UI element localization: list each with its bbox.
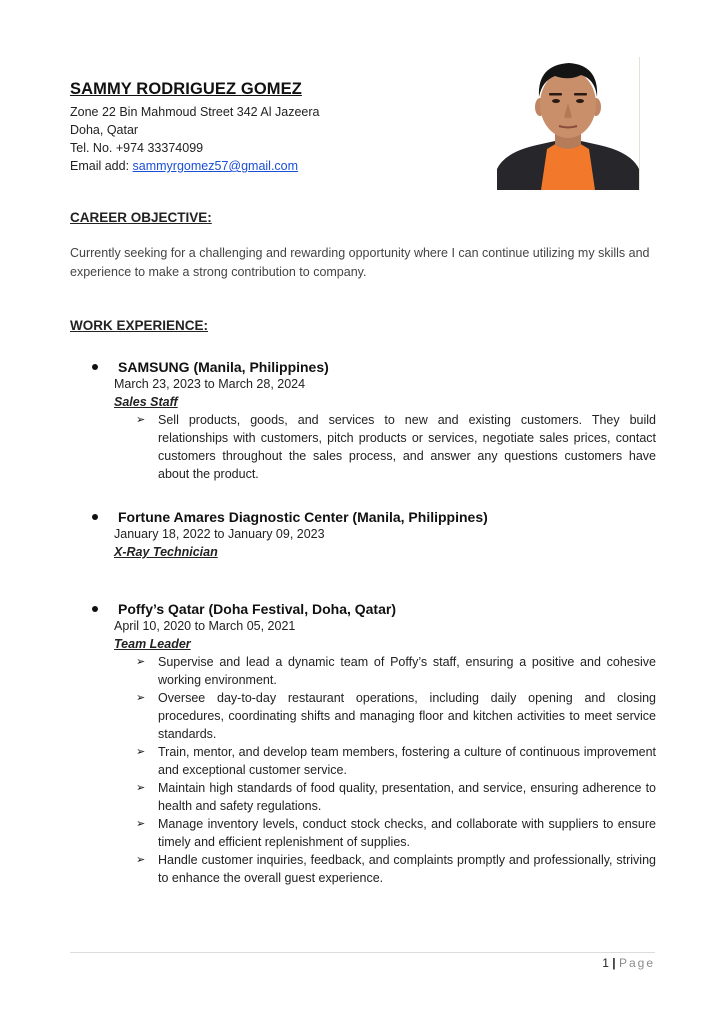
phone-number: Tel. No. +974 33374099	[70, 141, 204, 155]
duty-item	[136, 851, 656, 887]
contact-header	[70, 80, 490, 175]
duty-item	[136, 411, 656, 483]
job-header	[88, 509, 658, 525]
duty-item	[136, 779, 656, 815]
job-title: Team Leader	[114, 637, 191, 651]
employment-dates: April 10, 2020 to March 05, 2021	[114, 619, 296, 633]
job-entry-samsung	[88, 359, 658, 483]
address-line-2: Doha, Qatar	[70, 123, 139, 137]
arrow-bullet-icon: ➢	[136, 818, 146, 830]
career-objective-heading: CAREER OBJECTIVE:	[70, 210, 212, 225]
duty-text: Maintain high standards of food quality, presentation, and service, ensuring adherence to health and safety regulations.	[158, 781, 656, 813]
duty-text: Handle customer inquiries, feedback, and complaints promptly and professionally, striving to enhance the overall guest experience.	[158, 853, 656, 885]
company-name: Poffy’s Qatar (Doha Festival, Doha, Qatar)	[118, 601, 396, 617]
arrow-bullet-icon: ➢	[136, 656, 146, 668]
duty-text: Supervise and lead a dynamic team of Poffy’s staff, ensuring a positive and cohesive working environment.	[158, 655, 656, 687]
profile-photo	[497, 57, 640, 190]
duty-text: Sell products, goods, and services to new and existing customers. They build relationships with customers, pitch products or services, negotiate sales prices, contact customers throughout the sales process, and answer any questions customers have about the product.	[158, 413, 656, 481]
duty-item	[136, 653, 656, 689]
duties-list	[136, 653, 656, 887]
page-label: Page	[618, 956, 655, 970]
duty-item	[136, 743, 656, 779]
employment-dates: January 18, 2022 to January 09, 2023	[114, 527, 325, 541]
company-name: SAMSUNG (Manila, Philippines)	[118, 359, 329, 375]
applicant-name: SAMMY RODRIGUEZ GOMEZ	[70, 80, 302, 98]
arrow-bullet-icon: ➢	[136, 782, 146, 794]
profile-photo-icon	[497, 57, 639, 190]
duty-item	[136, 815, 656, 851]
footer-separator: |	[612, 956, 616, 970]
bullet-dot-icon	[92, 606, 98, 612]
page-footer	[560, 956, 655, 970]
duty-text: Manage inventory levels, conduct stock checks, and collaborate with suppliers to ensure timely and efficient replenishment of supplies.	[158, 817, 656, 849]
arrow-bullet-icon: ➢	[136, 414, 146, 426]
company-name: Fortune Amares Diagnostic Center (Manila, Philippines)	[118, 509, 488, 525]
arrow-bullet-icon: ➢	[136, 746, 146, 758]
career-objective-text: Currently seeking for a challenging and rewarding opportunity where I can continue utilizing my skills and experience to make a strong contribution to company.	[70, 246, 650, 279]
email-label: Email add:	[70, 159, 133, 173]
bullet-dot-icon	[92, 364, 98, 370]
email-line	[70, 157, 490, 175]
duties-list	[136, 411, 656, 483]
footer-divider	[70, 952, 655, 953]
bullet-dot-icon	[92, 514, 98, 520]
address-line-1: Zone 22 Bin Mahmoud Street 342 Al Jazeera	[70, 105, 320, 119]
job-title: Sales Staff	[114, 395, 178, 409]
arrow-bullet-icon: ➢	[136, 854, 146, 866]
duty-item	[136, 689, 656, 743]
email-link[interactable]: sammyrgomez57@gmail.com	[132, 159, 299, 173]
employment-dates: March 23, 2023 to March 28, 2024	[114, 377, 306, 391]
page-number: 1	[602, 956, 609, 970]
job-header	[88, 359, 658, 375]
job-title: X-Ray Technician	[114, 545, 218, 559]
duty-text: Oversee day-to-day restaurant operations, including daily opening and closing procedures, coordinating shifts and managing floor and kitchen activities to meet service standards.	[158, 691, 656, 741]
duty-text: Train, mentor, and develop team members, fostering a culture of continuous improvement and exceptional customer service.	[158, 745, 656, 777]
arrow-bullet-icon: ➢	[136, 692, 146, 704]
job-entry-poffys-qatar	[88, 601, 658, 887]
work-experience-heading: WORK EXPERIENCE:	[70, 318, 209, 333]
job-header	[88, 601, 658, 617]
job-entry-fortune-amares	[88, 509, 658, 561]
